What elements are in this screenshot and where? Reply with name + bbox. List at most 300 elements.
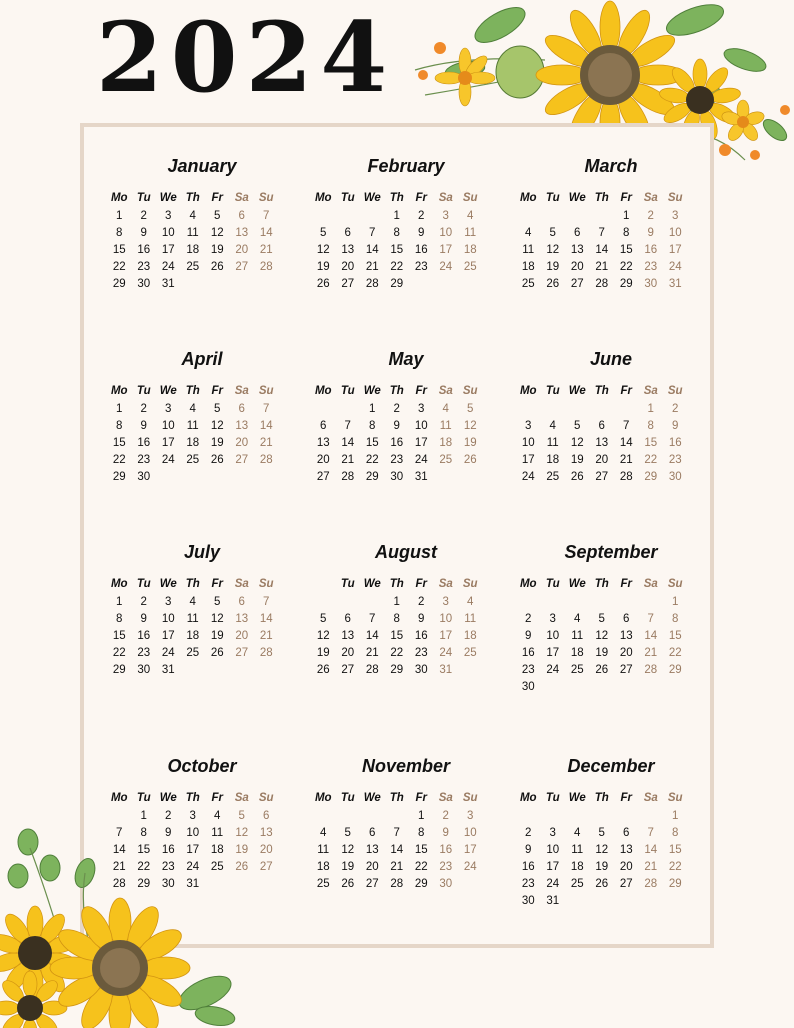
day-cell: 31 [161,278,175,290]
day-cell: 7 [623,420,630,432]
weekday-header: Tu [136,792,151,804]
day-cell: 14 [259,420,273,432]
empty-cell [541,401,566,418]
day-cell: 14 [259,227,273,239]
month-january [107,155,297,293]
day-cell: 12 [210,227,224,239]
day-cell: 21 [619,454,633,466]
day-cell: 4 [189,596,196,608]
day-cell: 19 [341,861,355,873]
day-cell: 14 [644,630,658,642]
day-cell: 8 [393,227,400,239]
day-cell: 15 [112,437,126,449]
weekday-header: We [159,792,177,804]
day-cell: 7 [647,827,654,839]
day-cell: 5 [549,227,556,239]
day-cell: 11 [317,844,330,856]
empty-cell [516,594,541,611]
weekday-header: Su [462,192,478,204]
day-cell: 28 [259,454,273,466]
day-cell: 1 [116,210,123,222]
day-cell: 4 [574,827,581,839]
day-cell: 4 [467,596,474,608]
day-cell: 9 [672,420,679,432]
day-cell: 1 [672,596,679,608]
day-cell: 12 [341,844,355,856]
empty-cell [311,208,336,225]
day-cell: 31 [668,278,682,290]
day-cell: 24 [161,261,175,273]
weekday-header: We [363,385,381,397]
day-cell: 6 [369,827,376,839]
day-cell: 14 [259,613,273,625]
day-cell: 9 [442,827,449,839]
day-cell: 23 [137,261,151,273]
day-cell: 2 [647,210,654,222]
day-cell: 27 [341,664,355,676]
weekday-header: Su [462,792,478,804]
weekday-header: Sa [438,192,453,204]
day-cell: 9 [140,613,147,625]
day-cell: 19 [210,244,224,256]
day-cell: 11 [546,437,559,449]
day-cell: 16 [644,244,658,256]
month-title: September [564,542,658,562]
empty-cell [360,808,385,825]
day-cell: 18 [546,454,560,466]
day-cell: 5 [344,827,351,839]
day-cell: 27 [235,261,249,273]
day-cell: 24 [546,664,560,676]
weekday-header: Th [389,578,404,590]
day-cell: 14 [619,437,633,449]
day-cell: 1 [393,596,400,608]
weekday-header: We [363,192,381,204]
day-cell: 28 [365,664,379,676]
day-cell: 19 [316,261,330,273]
day-cell: 23 [414,261,428,273]
day-cell: 16 [414,630,428,642]
day-cell: 11 [211,827,224,839]
weekday-header: Sa [234,578,249,590]
weekday-header: Th [594,192,609,204]
weekday-header: Mo [519,792,537,804]
month-title: February [367,156,445,176]
day-cell: 13 [595,437,609,449]
empty-cell [590,401,615,418]
day-cell: 25 [439,454,453,466]
day-cell: 11 [464,613,477,625]
day-cell: 16 [668,437,682,449]
weekday-header: Sa [438,792,453,804]
day-cell: 28 [619,471,633,483]
month-march [516,155,706,293]
day-cell: 10 [439,227,453,239]
day-cell: 24 [161,454,175,466]
day-cell: 4 [442,403,449,415]
weekday-header: Fr [620,792,632,804]
day-cell: 16 [414,244,428,256]
day-cell: 28 [595,278,609,290]
day-cell: 6 [623,827,630,839]
day-cell: 8 [116,420,123,432]
day-cell: 29 [390,278,404,290]
day-cell: 5 [467,403,474,415]
day-grid [311,191,501,293]
weekday-header: Sa [438,578,453,590]
day-cell: 29 [644,471,658,483]
day-cell: 12 [235,827,249,839]
day-cell: 28 [644,878,658,890]
weekday-header: Fr [620,385,632,397]
day-cell: 13 [570,244,584,256]
weekday-header: Th [594,385,609,397]
day-cell: 29 [112,471,126,483]
day-cell: 10 [546,630,560,642]
day-cell: 22 [112,454,126,466]
day-cell: 6 [238,210,245,222]
day-cell: 6 [320,420,327,432]
day-cell: 22 [644,454,658,466]
month-title: May [388,349,424,369]
day-cell: 24 [463,861,477,873]
day-cell: 3 [189,810,196,822]
day-cell: 22 [668,861,682,873]
weekday-header: Tu [340,385,355,397]
day-cell: 21 [112,861,126,873]
day-cell: 23 [668,454,682,466]
month-august [311,541,501,679]
weekday-header: Fr [211,578,223,590]
day-cell: 28 [259,261,273,273]
weekday-header: Tu [545,385,560,397]
day-cell: 29 [365,471,379,483]
day-grid [107,384,297,486]
day-cell: 27 [365,878,379,890]
day-cell: 4 [574,613,581,625]
empty-cell [590,594,615,611]
day-cell: 2 [525,827,532,839]
day-cell: 26 [595,878,609,890]
weekday-header: Fr [211,192,223,204]
day-cell: 30 [644,278,658,290]
day-cell: 19 [570,454,584,466]
day-cell: 14 [595,244,609,256]
weekday-header: Tu [340,192,355,204]
empty-cell [385,808,410,825]
day-cell: 8 [116,227,123,239]
day-cell: 13 [235,227,249,239]
weekday-header: Su [667,578,683,590]
day-cell: 20 [316,454,330,466]
weekday-header: Fr [211,385,223,397]
day-cell: 29 [112,664,126,676]
day-cell: 25 [210,861,224,873]
month-title: November [361,756,451,776]
day-cell: 26 [570,471,584,483]
weekday-header: Sa [234,192,249,204]
day-cell: 30 [521,681,535,693]
weekday-header: Mo [110,578,128,590]
empty-cell [541,594,566,611]
day-cell: 10 [546,844,560,856]
day-cell: 28 [112,878,126,890]
weekday-header: Mo [519,578,537,590]
weekday-header: Tu [340,792,355,804]
day-cell: 1 [116,403,123,415]
day-cell: 27 [316,471,330,483]
day-cell: 27 [595,471,609,483]
day-cell: 11 [464,227,477,239]
day-cell: 24 [439,647,453,659]
day-grid [516,791,706,910]
day-grid [107,191,297,293]
weekday-header: Tu [545,578,560,590]
day-cell: 20 [341,647,355,659]
day-cell: 10 [414,420,428,432]
day-cell: 26 [235,861,249,873]
day-cell: 12 [316,630,330,642]
day-cell: 12 [463,420,477,432]
day-cell: 14 [341,437,355,449]
day-cell: 21 [341,454,355,466]
empty-cell [614,594,639,611]
day-cell: 7 [263,403,270,415]
day-cell: 3 [672,210,679,222]
day-cell: 15 [668,844,682,856]
day-cell: 8 [647,420,654,432]
day-cell: 18 [186,437,200,449]
day-cell: 30 [668,471,682,483]
day-cell: 16 [521,647,535,659]
day-cell: 13 [259,827,273,839]
empty-cell [565,401,590,418]
day-cell: 21 [259,437,273,449]
weekday-header: We [159,385,177,397]
day-cell: 24 [668,261,682,273]
weekday-header: Fr [415,385,427,397]
weekday-header: Fr [415,578,427,590]
weekday-header: Th [389,792,404,804]
empty-cell [311,401,336,418]
day-cell: 30 [521,895,535,907]
day-cell: 16 [521,861,535,873]
day-cell: 29 [414,878,428,890]
weekday-header: Mo [110,792,128,804]
day-cell: 25 [186,647,200,659]
day-cell: 27 [570,278,584,290]
day-cell: 13 [235,613,249,625]
day-cell: 18 [439,437,453,449]
day-cell: 4 [467,210,474,222]
day-cell: 2 [140,596,147,608]
empty-cell [360,208,385,225]
empty-cell [516,401,541,418]
day-cell: 9 [418,227,425,239]
day-cell: 2 [418,596,425,608]
day-cell: 30 [414,664,428,676]
day-cell: 16 [390,437,404,449]
weekday-header: Th [185,385,200,397]
day-cell: 11 [186,420,199,432]
day-cell: 23 [521,878,535,890]
day-cell: 20 [259,844,273,856]
weekday-header: We [568,578,586,590]
day-cell: 25 [316,878,330,890]
month-title: August [375,542,437,562]
empty-cell [590,208,615,225]
day-cell: 5 [214,403,221,415]
day-cell: 11 [439,420,452,432]
day-cell: 7 [393,827,400,839]
day-cell: 19 [210,437,224,449]
month-title: March [584,156,638,176]
day-cell: 28 [259,647,273,659]
month-title: July [183,542,221,562]
day-cell: 19 [210,630,224,642]
month-title: April [181,349,223,369]
weekday-header: Su [258,578,274,590]
day-cell: 28 [644,664,658,676]
empty-cell [336,208,361,225]
day-cell: 13 [619,844,633,856]
day-cell: 22 [390,647,404,659]
day-cell: 2 [442,810,449,822]
day-cell: 17 [439,630,453,642]
day-cell: 24 [414,454,428,466]
day-cell: 22 [365,454,379,466]
empty-cell [639,594,664,611]
day-cell: 29 [668,878,682,890]
day-cell: 18 [570,861,584,873]
day-cell: 26 [316,664,330,676]
day-cell: 10 [668,227,682,239]
day-cell: 12 [546,244,560,256]
day-cell: 24 [546,878,560,890]
day-cell: 26 [341,878,355,890]
day-cell: 8 [623,227,630,239]
day-cell: 23 [161,861,175,873]
day-cell: 17 [668,244,682,256]
day-cell: 17 [546,647,560,659]
day-cell: 6 [238,403,245,415]
weekday-header: Th [389,385,404,397]
day-cell: 31 [546,895,560,907]
day-cell: 18 [463,244,477,256]
day-cell: 20 [619,861,633,873]
day-cell: 25 [186,454,200,466]
day-cell: 10 [439,613,453,625]
day-cell: 30 [161,878,175,890]
day-cell: 13 [341,244,355,256]
month-june [516,348,706,486]
weekday-header: Th [594,578,609,590]
weekday-header: Th [185,792,200,804]
day-cell: 3 [442,210,449,222]
weekday-header: Mo [110,385,128,397]
day-cell: 16 [137,437,151,449]
day-cell: 20 [570,261,584,273]
day-grid [311,384,501,486]
day-cell: 17 [546,861,560,873]
day-cell: 2 [140,403,147,415]
day-cell: 15 [112,244,126,256]
day-cell: 1 [393,210,400,222]
day-cell: 21 [595,261,609,273]
day-cell: 25 [463,647,477,659]
day-cell: 23 [137,647,151,659]
day-cell: 26 [210,261,224,273]
day-cell: 11 [186,227,199,239]
day-cell: 31 [414,471,428,483]
day-cell: 12 [316,244,330,256]
day-cell: 12 [595,630,609,642]
day-cell: 22 [112,261,126,273]
day-cell: 26 [210,454,224,466]
weekday-header: Su [258,385,274,397]
day-cell: 19 [595,861,609,873]
day-cell: 27 [619,878,633,890]
weekday-header: Mo [519,385,537,397]
day-cell: 3 [418,403,425,415]
weekday-header: Su [258,192,274,204]
weekday-header: Fr [620,192,632,204]
weekday-header: Su [462,385,478,397]
day-cell: 4 [214,810,221,822]
day-cell: 18 [186,630,200,642]
weekday-header: Tu [136,385,151,397]
empty-cell [336,401,361,418]
day-cell: 13 [341,630,355,642]
day-cell: 25 [463,261,477,273]
day-cell: 2 [418,210,425,222]
day-cell: 30 [439,878,453,890]
day-cell: 5 [320,227,327,239]
day-cell: 1 [369,403,376,415]
day-cell: 9 [140,420,147,432]
month-title: October [167,756,237,776]
day-cell: 25 [521,278,535,290]
day-cell: 15 [668,630,682,642]
day-cell: 20 [619,647,633,659]
day-cell: 24 [186,861,200,873]
day-cell: 25 [570,878,584,890]
month-july [107,541,297,679]
day-cell: 21 [259,630,273,642]
empty-cell [614,808,639,825]
day-grid [516,577,706,696]
month-title: January [167,156,237,176]
weekday-header: Mo [314,385,332,397]
weekday-header: Fr [415,192,427,204]
weekday-header: We [568,792,586,804]
day-cell: 20 [595,454,609,466]
weekday-header: We [159,578,177,590]
month-may [311,348,501,486]
weekday-header: Tu [545,792,560,804]
year-title: 2024 [96,1,396,114]
weekday-header: Mo [519,192,537,204]
day-cell: 29 [390,664,404,676]
day-cell: 15 [414,844,428,856]
weekday-header: Sa [643,578,658,590]
day-cell: 17 [161,437,175,449]
weekday-header: We [568,192,586,204]
empty-cell [541,808,566,825]
day-cell: 25 [546,471,560,483]
day-cell: 27 [259,861,273,873]
day-cell: 12 [210,613,224,625]
